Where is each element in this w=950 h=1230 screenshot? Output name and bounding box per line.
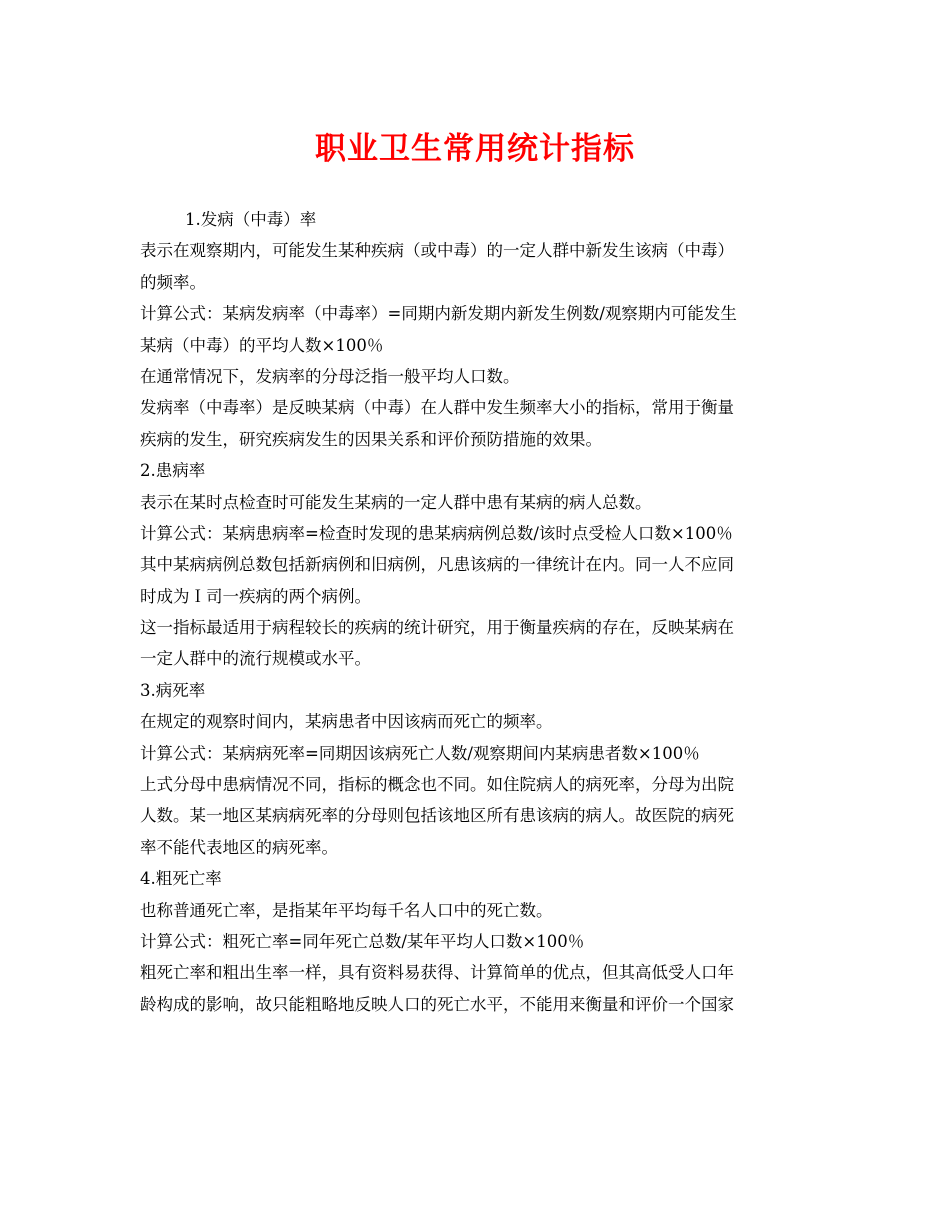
paragraph-line: 时成为Ｉ司一疾病的两个病例。: [140, 586, 371, 606]
paragraph-line: 龄构成的影响，故只能粗略地反映人口的死亡水平，不能用来衡量和评价一个国家: [140, 994, 734, 1014]
section-heading-case-fatality-rate: 3.病死率: [140, 680, 206, 700]
formula-line: 某病（中毒）的平均人数×100％: [140, 335, 384, 355]
paragraph-line: 人数。某一地区某病病死率的分母则包括该地区所有患该病的病人。故医院的病死: [140, 806, 734, 826]
formula-line: 计算公式：某病病死率=同期因该病死亡人数/观察期间内某病患者数×100％: [140, 743, 700, 763]
paragraph-line: 也称普通死亡率，是指某年平均每千名人口中的死亡数。: [140, 900, 553, 920]
paragraph-line: 这一指标最适用于病程较长的疾病的统计研究，用于衡量疾病的存在，反映某病在: [140, 618, 734, 638]
paragraph-line: 粗死亡率和粗出生率一样，具有资料易获得、计算简单的优点，但其高低受人口年: [140, 963, 734, 983]
paragraph-line: 率不能代表地区的病死率。: [140, 837, 338, 857]
paragraph-line: 一定人群中的流行规模或水平。: [140, 649, 371, 669]
section-heading-prevalence-rate: 2.患病率: [140, 461, 206, 481]
document-body: [140, 204, 812, 1020]
paragraph-line: 的频率。: [140, 272, 206, 292]
paragraph-line: 在规定的观察时间内，某病患者中因该病而死亡的频率。: [140, 712, 553, 732]
section-heading-crude-death-rate: 4.粗死亡率: [140, 869, 222, 889]
paragraph-line: 在通常情况下，发病率的分母泛指一般平均人口数。: [140, 366, 520, 386]
formula-line: 计算公式：某病患病率=检查时发现的患某病病例总数/该时点受检人口数×100％: [140, 523, 733, 543]
paragraph-line: 疾病的发生，研究疾病发生的因果关系和评价预防措施的效果。: [140, 429, 602, 449]
paragraph-line: 上式分母中患病情况不同，指标的概念也不同。如住院病人的病死率，分母为出院: [140, 775, 734, 795]
paragraph-line: 表示在观察期内，可能发生某种疾病（或中毒）的一定人群中新发生该病（中毒）: [140, 241, 734, 261]
formula-line: 计算公式：某病发病率（中毒率）=同期内新发期内新发生例数/观察期内可能发生: [140, 304, 737, 324]
section-heading-incidence-rate: 1.发病（中毒）率: [185, 210, 317, 229]
paragraph-line: 表示在某时点检查时可能发生某病的一定人群中患有某病的病人总数。: [140, 492, 652, 512]
paragraph-line: 发病率（中毒率）是反映某病（中毒）在人群中发生频率大小的指标，常用于衡量: [140, 398, 734, 418]
document-title: 职业卫生常用统计指标: [315, 131, 635, 167]
paragraph-line: 其中某病病例总数包括新病例和旧病例，凡患该病的一律统计在内。同一人不应同: [140, 555, 734, 575]
formula-line: 计算公式：粗死亡率=同年死亡总数/某年平均人口数×100％: [140, 931, 585, 951]
